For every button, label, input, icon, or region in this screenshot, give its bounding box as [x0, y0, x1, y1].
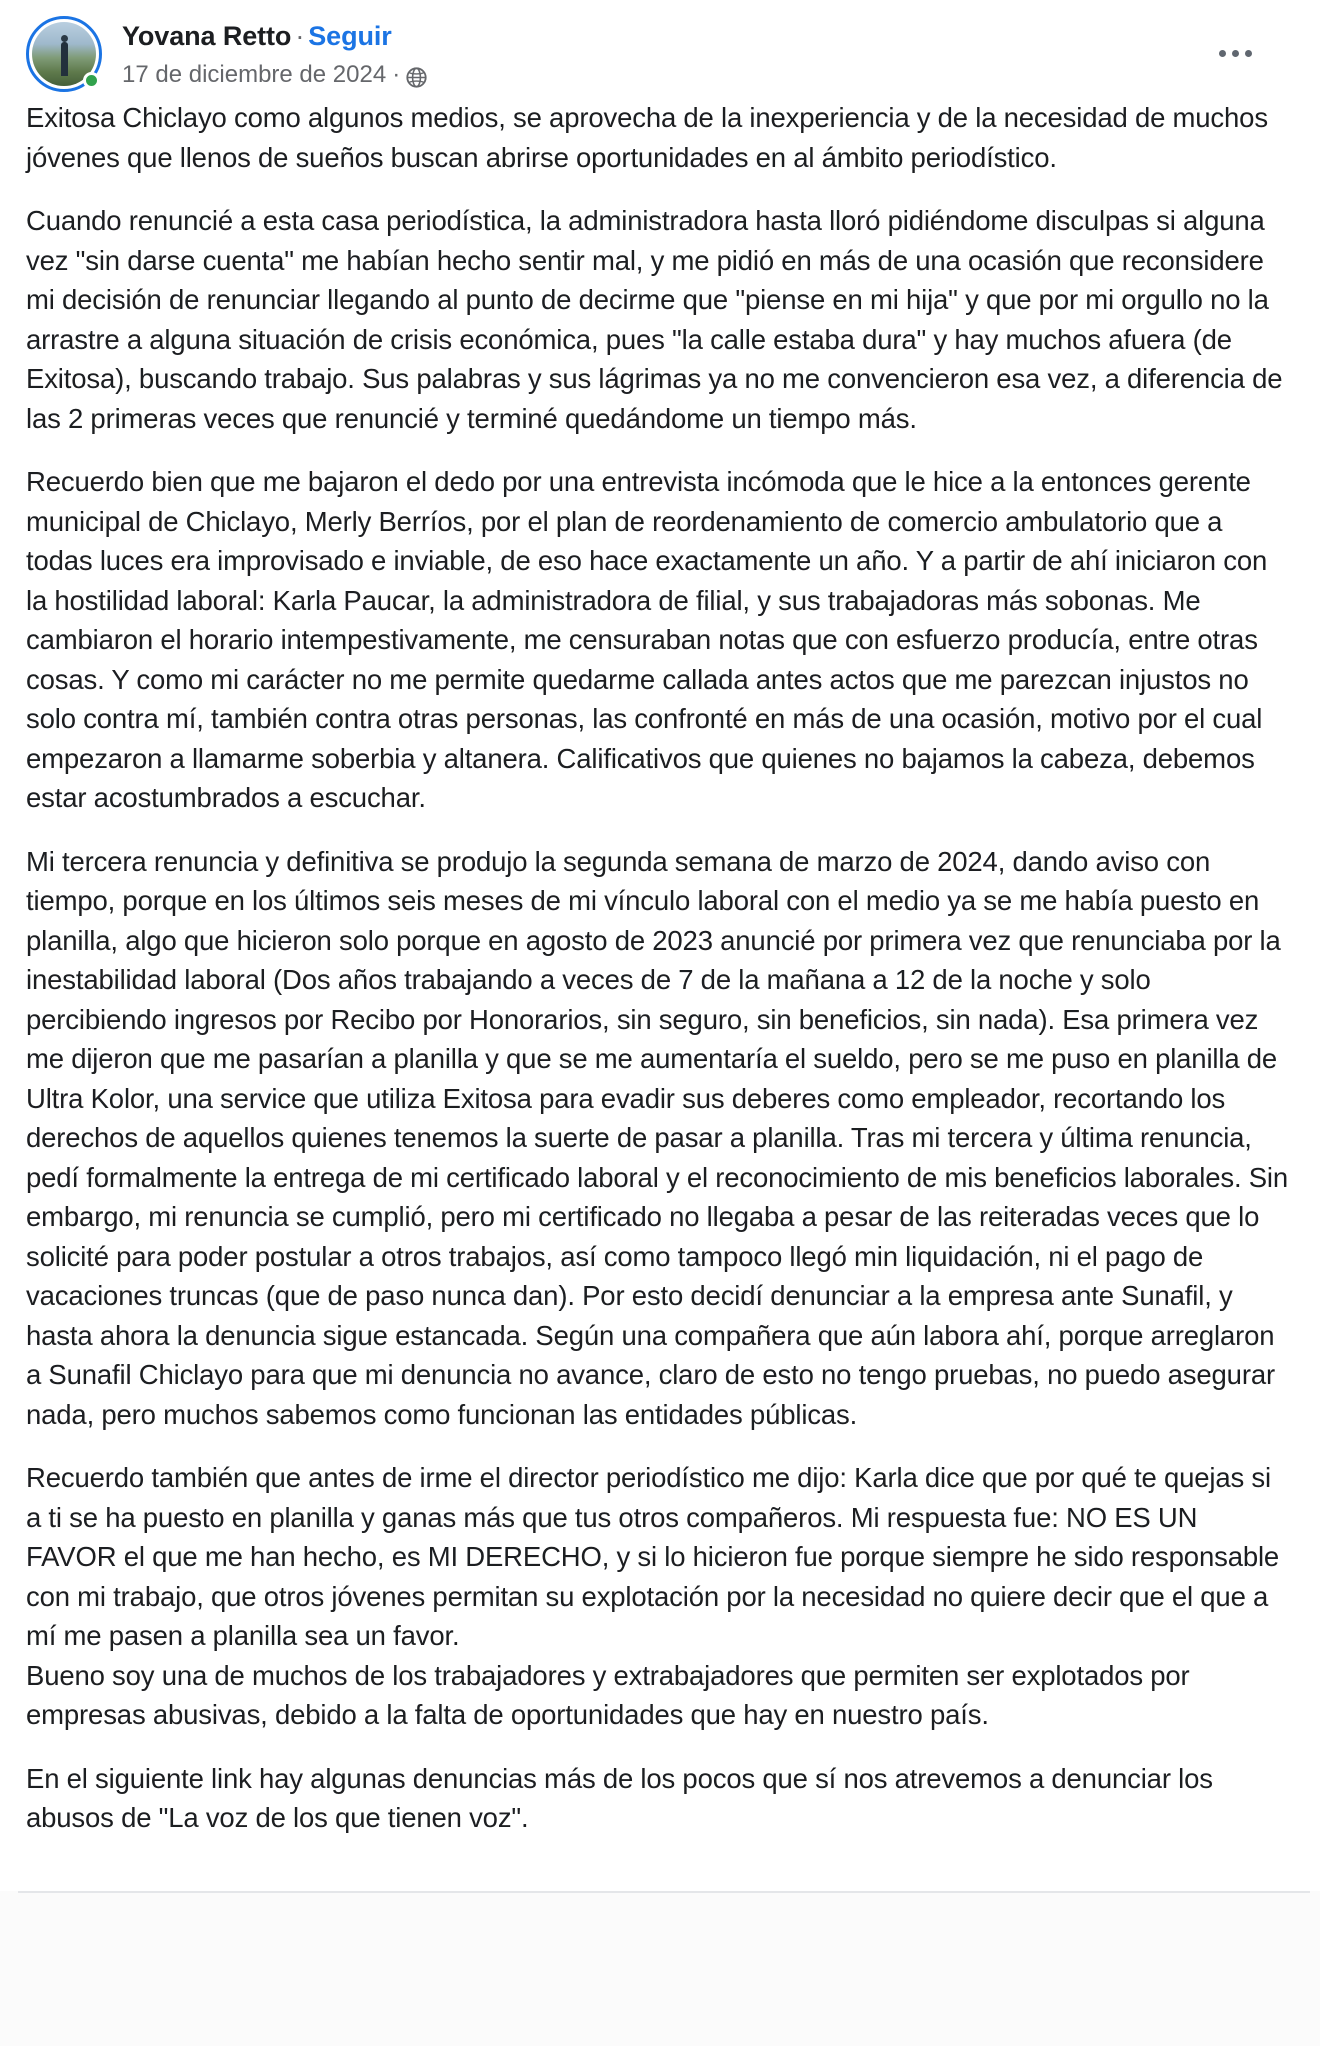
globe-icon[interactable]	[406, 67, 427, 88]
ellipsis-horizontal-icon[interactable]	[1213, 44, 1258, 63]
post-paragraph: En el siguiente link hay algunas denuncias más de los pocos que sí nos atrevemos a denunciar los abusos de "La voz de los que tienen voz".	[26, 1762, 1213, 1833]
post-paragraph: Recuerdo bien que me bajaron el dedo por una entrevista incómoda que le hice a la entonces gerente municipal de Chiclayo, Merly Berríos, por el plan de reordenamiento de comercio ambulatorio que a todas luces era improvisado e inviable, de eso hace exactamente un año. Y a partir de ahí iniciaron con la hostilidad laboral: Karla Paucar, la administradora de filial, y sus trabajadoras más sobonas. Me cambiaron el horario intempestivamente, me censuraban notas que con esfuerzo producía, entre otras cosas. Y como mi carácter no me permite quedarme callada antes actos que me parezcan injustos no solo contra mí, también contra otras personas, las confronté en más de una ocasión, motivo por el cual empezaron a llamarme soberbia y altanera. Calificativos que quienes no bajamos la cabeza, debemos estar acostumbrados a escuchar.	[26, 466, 1268, 813]
avatar[interactable]	[26, 16, 102, 92]
meta-separator: ·	[392, 61, 401, 89]
menu-dot	[1245, 50, 1252, 57]
post-paragraph: Exitosa Chiclayo como algunos medios, se aprovecha de la inexperiencia y de la necesidad de muchos jóvenes que llenos de sueños buscan abrirse oportunidades en al ámbito periodístico.	[26, 102, 1268, 173]
post-header-text	[122, 14, 427, 90]
post-bottom-edge	[0, 1891, 1320, 2046]
post-date[interactable]: 17 de diciembre de 2024	[122, 61, 387, 89]
post-paragraph: Mi tercera renuncia y definitiva se produjo la segunda semana de marzo de 2024, dando aviso con tiempo, porque en los últimos seis meses de mi vínculo laboral con el medio ya se me había puesto en planilla, algo que hicieron solo porque en agosto de 2023 anuncié por primera vez que renunciaba por la inestabilidad laboral (Dos años trabajando a veces de 7 de la mañana a 12 de la noche y solo percibiendo ingresos por Recibo por Honorarios, sin seguro, sin beneficios, sin nada). Esa primera vez me dijeron que me pasarían a planilla y que se me aumentaría el sueldo, pero se me puso en planilla de Ultra Kolor, una service que utiliza Exitosa para evadir sus deberes como empleador, recortando los derechos de aquellos quienes tenemos la suerte de pasar a planilla. Tras mi tercera y última renuncia, pedí formalmente la entrega de mi certificado laboral y el reconocimiento de mis beneficios laborales. Sin embargo, mi renuncia se cumplió, pero mi certificado no llegaba a pesar de las reiteradas veces que lo solicité para poder postular a otros trabajos, así como tampoco llegó min liquidación, ni el pago de vacaciones truncas (que de paso nunca dan). Por esto decidí denunciar a la empresa ante Sunafil, y hasta ahora la denuncia sigue estancada. Según una compañera que aún labora ahí, porque arreglaron a Sunafil Chiclayo para que mi denuncia no avance, claro de esto no tengo pruebas, no puedo asegurar nada, pero muchos sabemos como funcionan las entidades públicas.	[26, 845, 1289, 1430]
follow-link[interactable]: Seguir	[308, 21, 392, 51]
post-paragraph: Recuerdo también que antes de irme el director periodístico me dijo: Karla dice que por qué te quejas si a ti se ha puesto en planilla y ganas más que tus otros compañeros. Mi respuesta fue: NO ES UN FAVOR el que me han hecho, es MI DERECHO, y si lo hicieron fue porque siempre he sido responsable con mi trabajo, que otros jóvenes permitan su explotación por la necesidad no quiere decir que el que a mí me pasen a planilla sea un favor.	[26, 1462, 1280, 1651]
post-paragraph: Cuando renuncié a esta casa periodística, la administradora hasta lloró pidiéndome disculpas si alguna vez "sin darse cuenta" me habían hecho sentir mal, y me pidió en más de una ocasión que reconsidere mi decisión de renunciar llegando al punto de decirme que "piense en mi hija" y que por mi orgullo no la arrastre a alguna situación de crisis económica, pues "la calle estaba dura" y hay muchos afuera (de Exitosa), buscando trabajo. Sus palabras y sus lágrimas ya no me convencieron esa vez, a diferencia de las 2 primeras veces que renuncié y terminé quedándome un tiempo más.	[26, 205, 1283, 434]
post-paragraph: Bueno soy una de muchos de los trabajadores y extrabajadores que permiten ser explotados por empresas abusivas, debido a la falta de oportunidades que hay en nuestro país.	[26, 1659, 1190, 1730]
author-line	[122, 20, 427, 52]
menu-dot	[1219, 50, 1226, 57]
author-separator: ·	[295, 21, 305, 51]
online-status-dot	[83, 72, 100, 89]
post-meta-line	[122, 61, 427, 90]
post-header	[0, 0, 1320, 96]
menu-dot	[1232, 50, 1239, 57]
post-body	[0, 96, 1320, 1838]
divider	[18, 1891, 1310, 1893]
author-name[interactable]: Yovana Retto	[122, 21, 292, 51]
